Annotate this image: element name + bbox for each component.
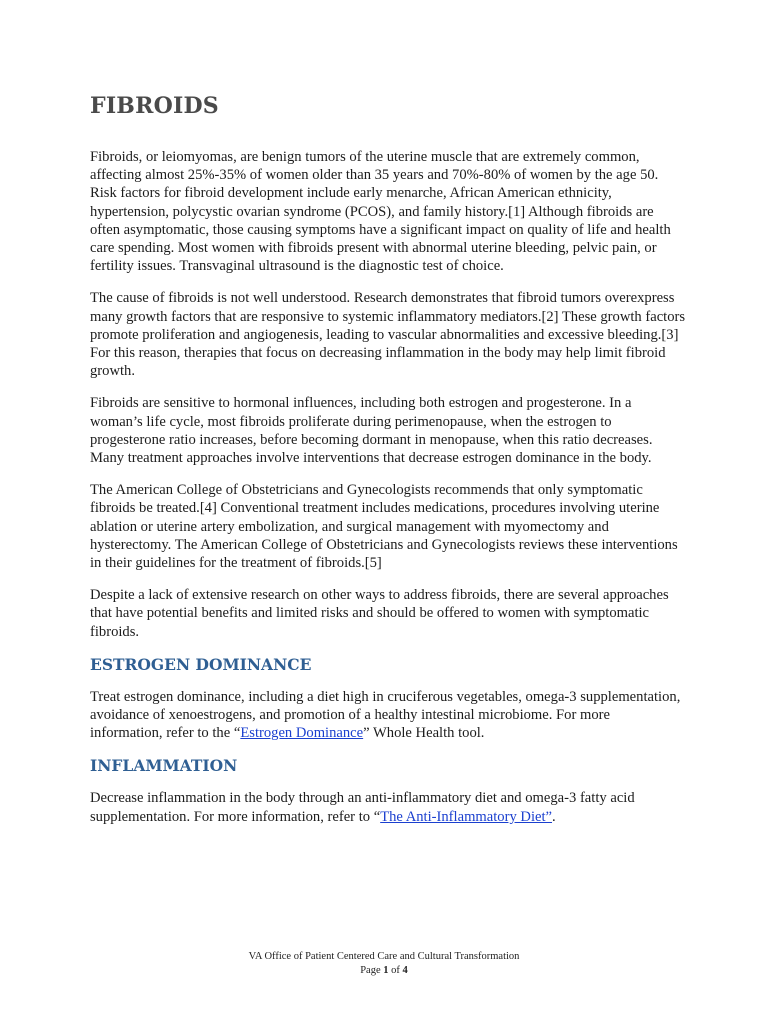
- paragraph-approaches: Despite a lack of extensive research on other ways to address fibroids, there are several approaches that have potential benefits and limited risks and should be offered to women with symptomatic fibroids.: [90, 587, 669, 640]
- page-footer: [0, 950, 768, 978]
- estrogen-dominance-link[interactable]: Estrogen Dominance: [240, 725, 364, 742]
- paragraph-cause: The cause of fibroids is not well understood. Research demonstrates that fibroid tumors overexpress many growth factors that are responsive to systemic inflammatory mediators.[2] These growth factors promote proliferation and angiogenesis, leading to vascular abnormalities and excessive bleeding.[3] For this reason, therapies that focus on decreasing inflammation in the body may help limit fibroid growth.: [90, 290, 686, 380]
- estrogen-text-after: ” Whole Health tool.: [363, 725, 485, 742]
- anti-inflammatory-diet-link[interactable]: The Anti-Inflammatory Diet”: [380, 808, 553, 825]
- paragraph-estrogen-dominance: [90, 688, 686, 743]
- page-label: Page: [360, 965, 381, 976]
- paragraph-inflammation: [90, 789, 686, 825]
- inflammation-text-before: Decrease inflammation in the body through an anti-inflammatory diet and omega-3 fatty acid supplementation. For more information, refer to “: [90, 790, 635, 825]
- document-body: [90, 148, 686, 840]
- page-title: FIBROIDS: [90, 93, 219, 119]
- footer-organization: VA Office of Patient Centered Care and Cultural Transformation: [248, 951, 520, 962]
- paragraph-intro: Fibroids, or leiomyomas, are benign tumors of the uterine muscle that are extremely common, affecting almost 25%-35% of women older than 35 years and 70%-80% of women by the age 50. Risk factors for fibroid development include early menarche, African American ethnicity, hypertension, polycystic ovarian syndrome (PCOS), and family history.[1] Although fibroids are often asymptomatic, those causing symptoms have a significant impact on quality of life and health care spending. Most women with fibroids present with abnormal uterine bleeding, pelvic pain, or fertility issues. Transvaginal ultrasound is the diagnostic test of choice.: [90, 149, 671, 275]
- page-current: 1: [383, 965, 389, 976]
- page-total: 4: [402, 965, 408, 976]
- paragraph-hormones: Fibroids are sensitive to hormonal influences, including both estrogen and progesterone. In a woman’s life cycle, most fibroids proliferate during perimenopause, when the estrogen to progesterone ratio increases, before becoming dormant in menopause, when this ratio decreases. Many treatment approaches involve interventions that decrease estrogen dominance in the body.: [90, 395, 653, 467]
- page-number: [0, 964, 768, 978]
- estrogen-text-before: Treat estrogen dominance, including a diet high in cruciferous vegetables, omega-3 supplementation, avoidance of xenoestrogens, and promotion of a healthy intestinal microbiome. For more information, refer to the “: [90, 688, 681, 742]
- inflammation-text-after: .: [552, 808, 556, 825]
- section-heading-inflammation: INFLAMMATION: [90, 756, 238, 776]
- page-of: of: [391, 965, 400, 976]
- paragraph-treatment: The American College of Obstetricians and Gynecologists recommends that only symptomatic fibroids be treated.[4] Conventional treatment includes medications, procedures involving uterine ablation or uterine artery embolization, and surgical management with myomectomy and hysterectomy. The American College of Obstetricians and Gynecologists reviews these interventions in their guidelines for the treatment of fibroids.[5]: [90, 482, 678, 572]
- section-heading-estrogen-dominance: ESTROGEN DOMINANCE: [90, 654, 312, 674]
